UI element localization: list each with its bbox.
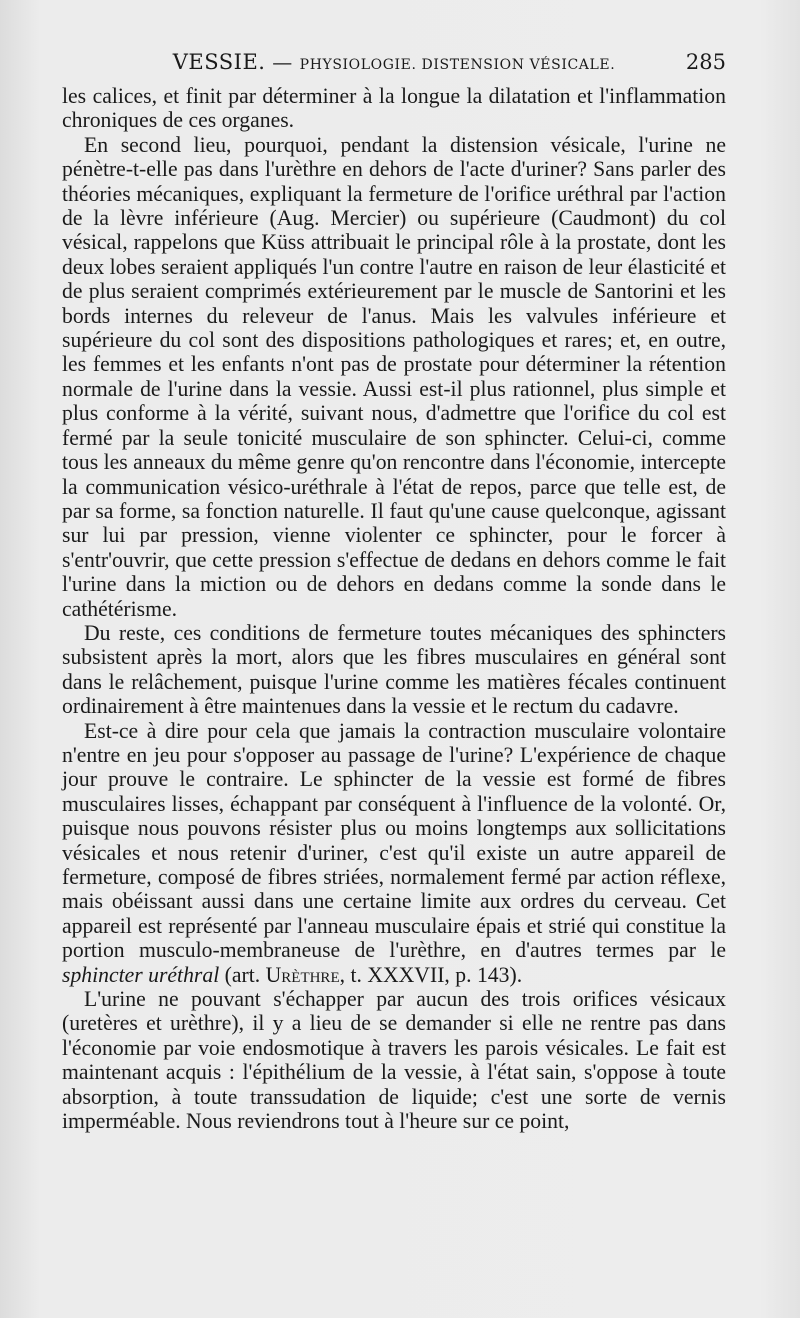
running-header	[62, 48, 726, 82]
paragraph-4-text-end: , t. XXXVII, p. 143).	[339, 962, 523, 987]
body-text	[62, 84, 726, 1133]
paragraph-4-emphasis: sphincter uréthral	[62, 962, 220, 987]
paragraph-2: En second lieu, pourquoi, pendant la distension vésicale, l'urine ne pénètre-t-elle pas dans l'urèthre en dehors de l'acte d'uriner? Sans parler des théories mécaniques, expliquant la fermeture de l'orifice uréthral par l'action de la lèvre inférieure (Aug. Mercier) ou supérieure (Caudmont) du col vésical, rappelons que Küss attribuait le principal rôle à la prostate, dont les deux lobes seraient appliqués l'un contre l'autre en raison de leur élasticité et de plus seraient comprimés extérieurement par le muscle de Santorini et les bords internes du releveur de l'anus. Mais les valvules inférieure et supérieure du col sont des dispositions pathologiques et rares; et, en outre, les femmes et les enfants n'ont pas de prostate pour déterminer la rétention normale de l'urine dans la vessie. Aussi est-il plus rationnel, plus simple et plus conforme à la vérité, suivant nous, d'admettre que l'orifice du col est fermé par la seule tonicité musculaire de son sphincter. Celui-ci, comme tous les anneaux du même genre qu'on rencontre dans l'économie, intercepte la communication vésico-uréthrale à l'état de repos, parce que telle est, de par sa forme, sa fonction naturelle. Il faut qu'une cause quelconque, agissant sur lui par pression, vienne violenter ce sphincter, pour le forcer à s'entr'ouvrir, que cette pression s'effectue de dedans en dehors comme le fait l'urine dans la miction ou de dehors en dedans comme la sonde dans le cathétérisme.	[62, 132, 726, 621]
running-title-separator: —	[265, 50, 300, 74]
paragraph-5: L'urine ne pouvant s'échapper par aucun des trois orifices vésicaux (uretères et urèthre), il y a lieu de se demander si elle ne rentre pas dans l'économie par voie endosmotique à travers les parois vésicales. Le fait est maintenant acquis : l'épithélium de la vessie, à l'état sain, s'oppose à toute absorption, à toute transsudation de liquide; c'est une sorte de vernis imperméable. Nous reviendrons tout à l'heure sur ce point,	[62, 987, 726, 1134]
paragraph-4-text: Est-ce à dire pour cela que jamais la contraction musculaire volontaire n'entre en jeu pour s'opposer au passage de l'urine? L'expérience de chaque jour prouve le contraire. Le sphincter de la vessie est formé de fibres musculaires lisses, échappant par conséquent à l'influence de la volonté. Or, puisque nous pouvons résister plus ou moins longtemps aux sollicitations vésicales et nous retenir d'uriner, c'est qu'il existe un autre appareil de fermeture, composé de fibres striées, normalement fermé par action réflexe, mais obéissant aussi dans une certaine limite aux ordres du cerveau. Cet appareil est représenté par l'anneau musculaire épais et strié qui constitue la portion musculo-membraneuse de l'urèthre, en d'autres termes par le	[62, 718, 726, 963]
paragraph-1: les calices, et finit par déterminer à la longue la dilatation et l'inflammation chroniques de ces organes.	[62, 84, 726, 133]
page-number: 285	[685, 50, 726, 74]
running-title	[62, 50, 726, 74]
paragraph-4	[62, 719, 726, 987]
running-title-main: VESSIE.	[172, 50, 266, 74]
paragraph-3: Du reste, ces conditions de fermeture toutes mécaniques des sphincters subsistent après la mort, alors que les fibres musculaires en général sont dans le relâchement, puisque l'urine comme les matières fécales continuent ordinairement à être maintenues dans la vessie et le rectum du cadavre.	[62, 620, 726, 719]
paragraph-4-text-mid: (art.	[219, 962, 266, 987]
running-title-subtitle: PHYSIOLOGIE. DISTENSION VÉSICALE.	[299, 57, 616, 73]
paragraph-4-small-caps: Urèthre	[265, 962, 340, 987]
